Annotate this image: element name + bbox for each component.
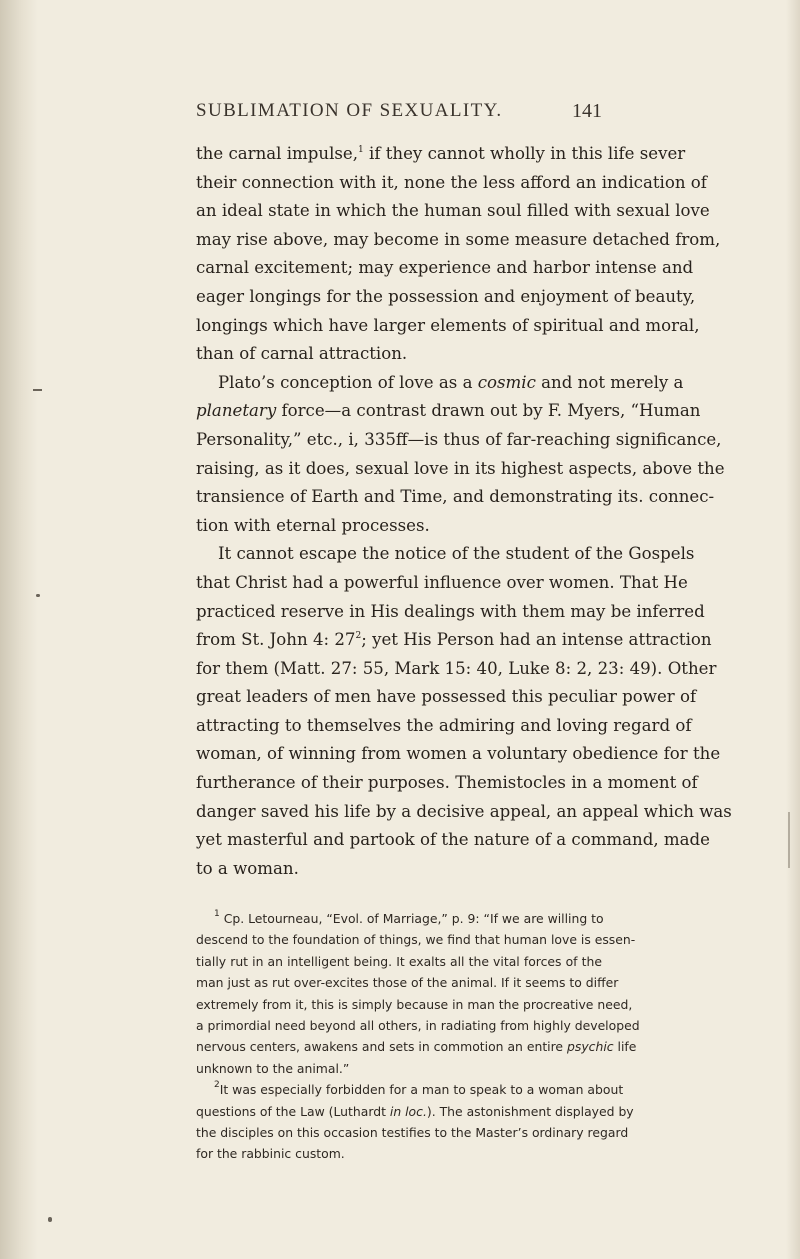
text-line: yet masterful and partook of the nature of a command, made bbox=[196, 830, 710, 850]
emphasis: psychic bbox=[567, 1039, 614, 1055]
text-line: attracting to themselves the admiring and loving regard of bbox=[196, 715, 692, 735]
footnote-mark-2: 2 bbox=[214, 1080, 220, 1091]
text-line: longings which have larger elements of spiritual and moral, bbox=[196, 315, 700, 335]
text-line: Plato’s conception of love as a cosmic and not merely a bbox=[218, 372, 684, 392]
text-line: furtherance of their purposes. Themistocles in a moment of bbox=[196, 773, 698, 793]
text-line: may rise above, may become in some measure detached from, bbox=[196, 229, 721, 249]
text-line: for the rabbinic custom. bbox=[196, 1146, 345, 1162]
text-line: transience of Earth and Time, and demonstrating its. connec- bbox=[196, 487, 715, 507]
text-line: than of carnal attraction. bbox=[196, 344, 408, 364]
footnote-1 bbox=[196, 908, 640, 1079]
text-line: for them (Matt. 27: 55, Mark 15: 40, Luke 8: 2, 23: 49). Other bbox=[196, 658, 717, 678]
text-line: unknown to the animal.” bbox=[196, 1060, 350, 1076]
text-line: man just as rut over-excites those of the animal. If it seems to differ bbox=[196, 975, 619, 991]
text-line: the disciples on this occasion testifies to the Master’s ordinary regard bbox=[196, 1125, 629, 1141]
text-line: to a woman. bbox=[196, 858, 299, 878]
paragraph-2 bbox=[196, 369, 725, 541]
text-line: from St. John 4: $27^2$; yet His Person had an intense attraction bbox=[196, 630, 712, 650]
text-line: practiced reserve in His dealings with them may be inferred bbox=[196, 601, 705, 621]
text-line: carnal excitement; may experience and harbor intense and bbox=[196, 258, 694, 278]
footnotes bbox=[196, 908, 640, 1165]
emphasis: in loc. bbox=[389, 1103, 427, 1119]
page-edge-shadow bbox=[786, 0, 800, 1259]
footnote-ref-2: 2 bbox=[355, 631, 362, 642]
text-line: danger saved his life by a decisive appeal, an appeal which was bbox=[196, 801, 732, 821]
text-line: woman, of winning from women a voluntary obedience for the bbox=[196, 744, 721, 764]
text-line: an ideal state in which the human soul filled with sexual love bbox=[196, 201, 710, 221]
text-line: eager longings for the possession and enjoyment of beauty, bbox=[196, 286, 696, 306]
text-line: that Christ had a powerful influence over women. That He bbox=[196, 572, 688, 592]
text-line: $^2$It was especially forbidden for a man to speak to a woman about bbox=[214, 1080, 624, 1098]
text-line: extremely from it, this is simply because in man the procreative need, bbox=[196, 996, 633, 1012]
page-header bbox=[196, 100, 602, 128]
margin-mark bbox=[33, 389, 42, 391]
text-line: descend to the foundation of things, we find that human love is essen- bbox=[196, 932, 636, 948]
text-line: great leaders of men have possessed this peculiar power of bbox=[196, 687, 697, 707]
running-head: SUBLIMATION OF SEXUALITY. bbox=[196, 100, 503, 121]
text-line: planetary force—a contrast drawn out by F. Myers, “Human bbox=[196, 401, 701, 421]
emphasis: cosmic bbox=[477, 372, 536, 392]
text-line: tion with eternal processes. bbox=[196, 515, 430, 535]
margin-speck bbox=[48, 1217, 52, 1222]
text-line: a primordial need beyond all others, in radiating from highly developed bbox=[196, 1018, 640, 1034]
text-line: their connection with it, none the less afford an indication of bbox=[196, 172, 707, 192]
text-line: It cannot escape the notice of the student of the Gospels bbox=[218, 544, 695, 564]
text-line: tially rut in an intelligent being. It exalts all the vital forces of the bbox=[196, 953, 602, 969]
text-line: the carnal impulse,$^1$ if they cannot wholly in this life sever bbox=[196, 144, 686, 163]
footnote-2 bbox=[196, 1079, 634, 1165]
emphasis: planetary bbox=[196, 401, 277, 421]
text-line: raising, as it does, sexual love in its highest aspects, above the bbox=[196, 458, 725, 478]
footnote-mark-1: 1 bbox=[214, 909, 220, 919]
paragraph-3 bbox=[196, 540, 732, 883]
text-line: questions of the Law (Luthardt in loc.). The astonishment displayed by bbox=[196, 1103, 634, 1119]
body-text bbox=[196, 140, 732, 883]
page-number: 141 bbox=[572, 100, 602, 122]
text-line: nervous centers, awakens and sets in commotion an entire psychic life bbox=[196, 1039, 637, 1055]
page-edge-line bbox=[788, 812, 790, 868]
paragraph-1 bbox=[196, 140, 721, 369]
text-line: $^1$ Cp. Letourneau, “Evol. of Marriage,” p. 9: “If we are willing to bbox=[214, 909, 604, 926]
page-gutter-shadow bbox=[0, 0, 38, 1259]
margin-speck bbox=[36, 594, 40, 597]
text-line: Personality,” etc., i, 335ff—is thus of far-reaching significance, bbox=[196, 429, 722, 449]
footnote-ref-1: 1 bbox=[358, 145, 364, 155]
